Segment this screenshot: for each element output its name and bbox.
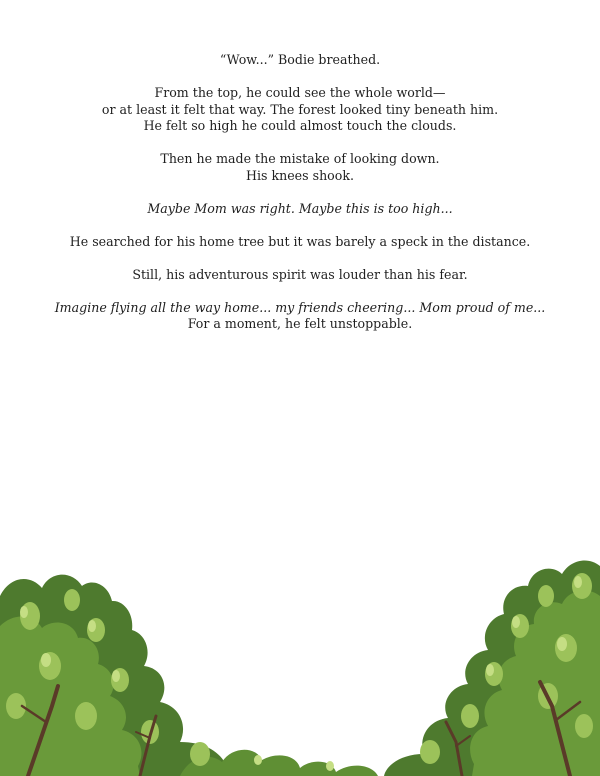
line-view-3: He felt so high he could almost touch the clouds.: [143, 118, 457, 133]
paragraph-mom-right: Maybe Mom was right. Maybe this is too high...: [147, 200, 453, 216]
paragraph-home-tree: He searched for his home tree but it was barely a speck in the distance.: [69, 233, 531, 249]
line-down-2: His knees shook.: [246, 167, 354, 183]
paragraph-view: [0, 85, 600, 135]
line-down-1: Then he made the mistake of looking down.: [160, 151, 440, 166]
story-text: [0, 52, 600, 333]
paragraph-wow: “Wow...” Bodie breathed.: [219, 52, 381, 67]
line-imagine: Imagine flying all the way home... my friends cheering... Mom proud of me...: [54, 299, 546, 315]
paragraph-looking-down: [0, 151, 600, 184]
paragraph-imagine: [0, 300, 600, 333]
line-view-1: From the top, he could see the whole world—: [154, 85, 446, 100]
line-unstoppable: For a moment, he felt unstoppable.: [187, 316, 413, 331]
bush-foliage-illustration: [0, 556, 600, 776]
paragraph-spirit: Still, his adventurous spirit was louder than his fear.: [132, 266, 468, 282]
line-view-2: or at least it felt that way. The forest looked tiny beneath him.: [101, 101, 499, 117]
